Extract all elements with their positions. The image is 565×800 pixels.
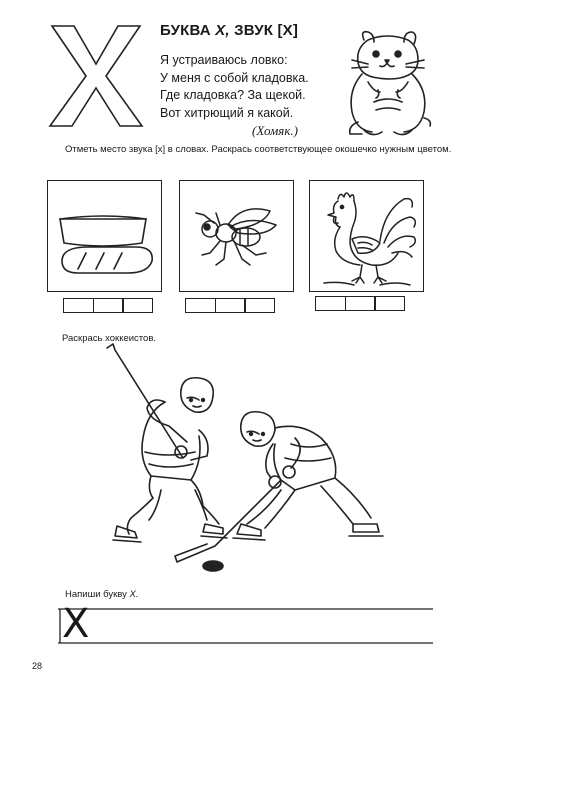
poem [160, 52, 309, 139]
page-title [160, 22, 298, 39]
picture-card-fly [179, 180, 294, 292]
sound-cell[interactable] [93, 298, 124, 313]
sound-cell[interactable] [374, 296, 405, 311]
poem-line: Вот хитрющий я какой. [160, 105, 294, 120]
task3-instruction [65, 588, 139, 601]
task2-instruction: Раскрась хоккеистов. [62, 333, 157, 344]
sound-cell[interactable] [244, 298, 275, 313]
task3-instruction-prefix: Напиши букву [65, 589, 130, 600]
picture-card-rooster [309, 180, 424, 292]
poem-line: У меня с собой кладовка. [160, 70, 309, 85]
sample-letter: X [62, 601, 90, 647]
sound-cell[interactable] [63, 298, 94, 313]
poem-answer: (Хомяк.) [252, 123, 299, 138]
title-suffix: ЗВУК [Х] [229, 22, 299, 39]
hamster-icon [338, 26, 438, 138]
big-letter-x-outline [48, 24, 144, 128]
picture-card-bread [47, 180, 162, 292]
sound-cell[interactable] [215, 298, 246, 313]
task3-instruction-letter: Х. [129, 589, 139, 600]
hockey-players-icon [95, 340, 425, 590]
page-number: 28 [32, 661, 43, 671]
poem-line: Я устраиваюсь ловко: [160, 53, 288, 67]
title-letter: Х, [215, 22, 230, 39]
sound-cells-rooster [315, 296, 405, 311]
sound-cell[interactable] [185, 298, 216, 313]
sound-cell[interactable] [315, 296, 346, 311]
poem-line: Где кладовка? За щекой. [160, 88, 306, 102]
sound-cell[interactable] [122, 298, 153, 313]
bread-icon [48, 181, 161, 291]
rooster-icon [310, 181, 423, 291]
task1-instruction: Отметь место звука [х] в словах. Раскрась соответствующее окошечко нужным цветом. [65, 144, 452, 155]
handwriting-line[interactable] [58, 603, 433, 645]
sound-cell[interactable] [345, 296, 376, 311]
title-prefix: БУКВА [160, 22, 216, 39]
sound-cells-fly [185, 298, 275, 313]
sound-cells-bread [63, 298, 153, 313]
fly-icon [180, 181, 293, 291]
